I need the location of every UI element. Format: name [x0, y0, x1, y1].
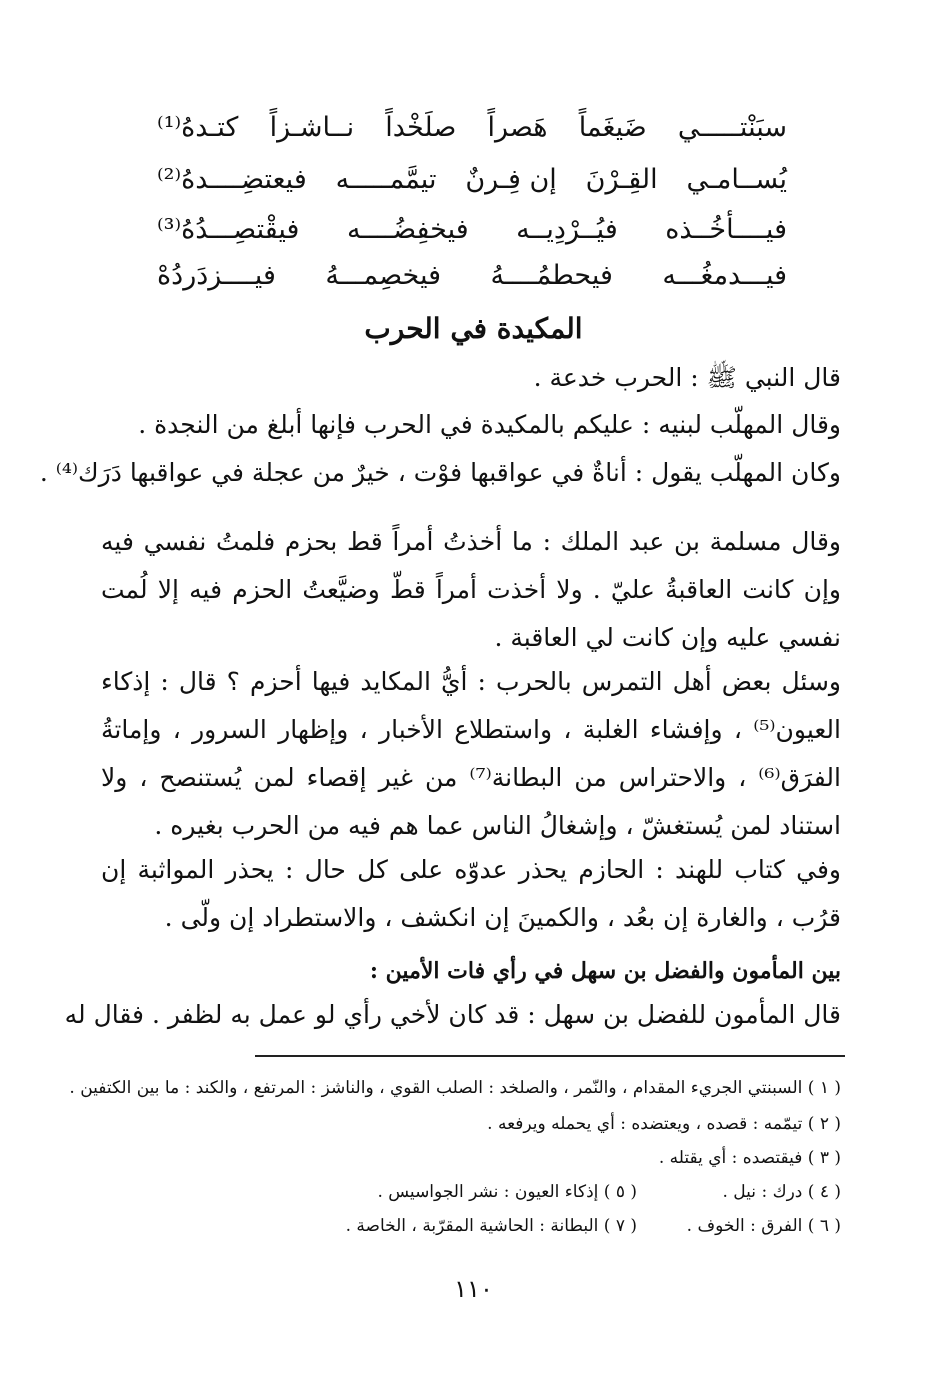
verse-word: كتـدهُ⁽¹⁾ [157, 111, 239, 143]
verse-word: صلَخْداً [385, 111, 457, 143]
maslama-paragraph: وقال مسلمة بن عبد الملك : ما أخذتُ أمراً قط بحزم فلمتُ نفسي فيه وإن كانت العاقبةُ عليّ . ولا أخذت أمراً قطّ وضيَّعتُ الحزم فيه إلا لُمت نفسي عليه وإن كانت لي العاقبة . [101, 527, 841, 652]
verse-word: فيخصِمـــهُ [325, 259, 442, 291]
verse-word: فيعتضِــــدهُ⁽²⁾ [157, 163, 307, 195]
verse-word: سبَنْتـــــي [677, 111, 787, 143]
verse-word: نــاشـزاً [269, 111, 355, 143]
footnote-2: ( ٢ ) تيمّمه : قصده ، ويعتضده : أي يحمله ويرفعه . [487, 1114, 841, 1134]
footnote-3: ( ٣ ) فيقتصده : أي يقتله . [658, 1148, 841, 1168]
mamun-line: قال المأمون للفضل بن سهل : قد كان لأخي رأي لو عمل به لظفر . فقال له [64, 1000, 841, 1029]
verse-line-3 [157, 206, 787, 252]
subheading: بين المأمون والفضل بن سهل في رأي فات الأمين : [369, 958, 841, 984]
verse-word: ضَيغَماً [578, 111, 647, 143]
footnote-7: ( ٧ ) البطانة : الحاشية المقرّبة ، الخاصة . [345, 1216, 637, 1236]
verse-word: تيمَّمـــــه [335, 163, 437, 195]
muhallab-line-1: وقال المهلّب لبنيه : عليكم بالمكيدة في الحرب فإنها أبلغ من النجدة . [138, 410, 841, 439]
footnote-5: ( ٥ ) إذكاء العيون : نشر الجواسيس . [377, 1182, 637, 1202]
hadith-line: قال النبي ﷺ : الحرب خدعة . [533, 363, 841, 392]
verse-word: يُســامـي [686, 163, 787, 195]
verse-word: هَصراً [487, 111, 548, 143]
hind-paragraph: وفي كتاب للهند : الحازم يحذر عدوّه على كل حال : يحذر المواثبة إن قرُب ، والغارة إن بعُد ، والكمينَ إن انكشف ، والاستطراد إن ولّى . [101, 855, 841, 932]
footnote-1: ( ١ ) السبنتي الجريء المقدام ، والنّمر ، والصلخد : الصلب القوي ، والناشز : المرتفع ، والكند : ما بين الكتفين . [69, 1078, 841, 1098]
verse-word: فيـــدمغُـــه [662, 259, 787, 291]
footnote-divider [255, 1055, 845, 1057]
verse-line-1 [157, 104, 787, 150]
footnote-4: ( ٤ ) درك : نيل . [722, 1182, 841, 1202]
verse-word: إن فِـرنٌ [465, 163, 557, 195]
verse-word: فيــــأخُــذه [665, 213, 787, 245]
verse-line-2 [157, 156, 787, 202]
footnote-6: ( ٦ ) الفرق : الخوف . [686, 1216, 841, 1236]
verse-word: فيقْتصِـــدُهُ⁽³⁾ [157, 213, 300, 245]
muhallab-line-2: وكان المهلّب يقول : أناةٌ في عواقبها فوْت ، خيرٌ من عجلة في عواقبها دَرَك⁽⁴⁾ . [39, 458, 841, 487]
makayid-paragraph: وسئل بعض أهل التمرس بالحرب : أيُّ المكايد فيها أحزم ؟ قال : إذكاء العيون⁽⁵⁾ ، وإفشاء الغلبة ، واستطلاع الأخبار ، وإظهار السرور ، وإماتةُ الفرَق⁽⁶⁾ ، والاحتراس من البطانة⁽⁷⁾ من غير إقصاء لمن يُستنصح ، ولا استناد لمن يُستغشّ ، وإشغالُ الناس عما هم فيه من الحرب بغيره . [101, 667, 841, 840]
page-number: ١١٠ [454, 1275, 493, 1303]
verse-line-4 [157, 252, 787, 298]
verse-word: القِـرْنَ [585, 163, 658, 195]
verse-word: فيُــرْدِيــه [516, 213, 618, 245]
verse-word: فيخفِضُــــه [346, 213, 469, 245]
verse-word: فيحطمُــــهُ [490, 259, 613, 291]
section-heading: المكيدة في الحرب [364, 312, 583, 345]
verse-word: فيــــزدَردُهْ [157, 259, 276, 291]
